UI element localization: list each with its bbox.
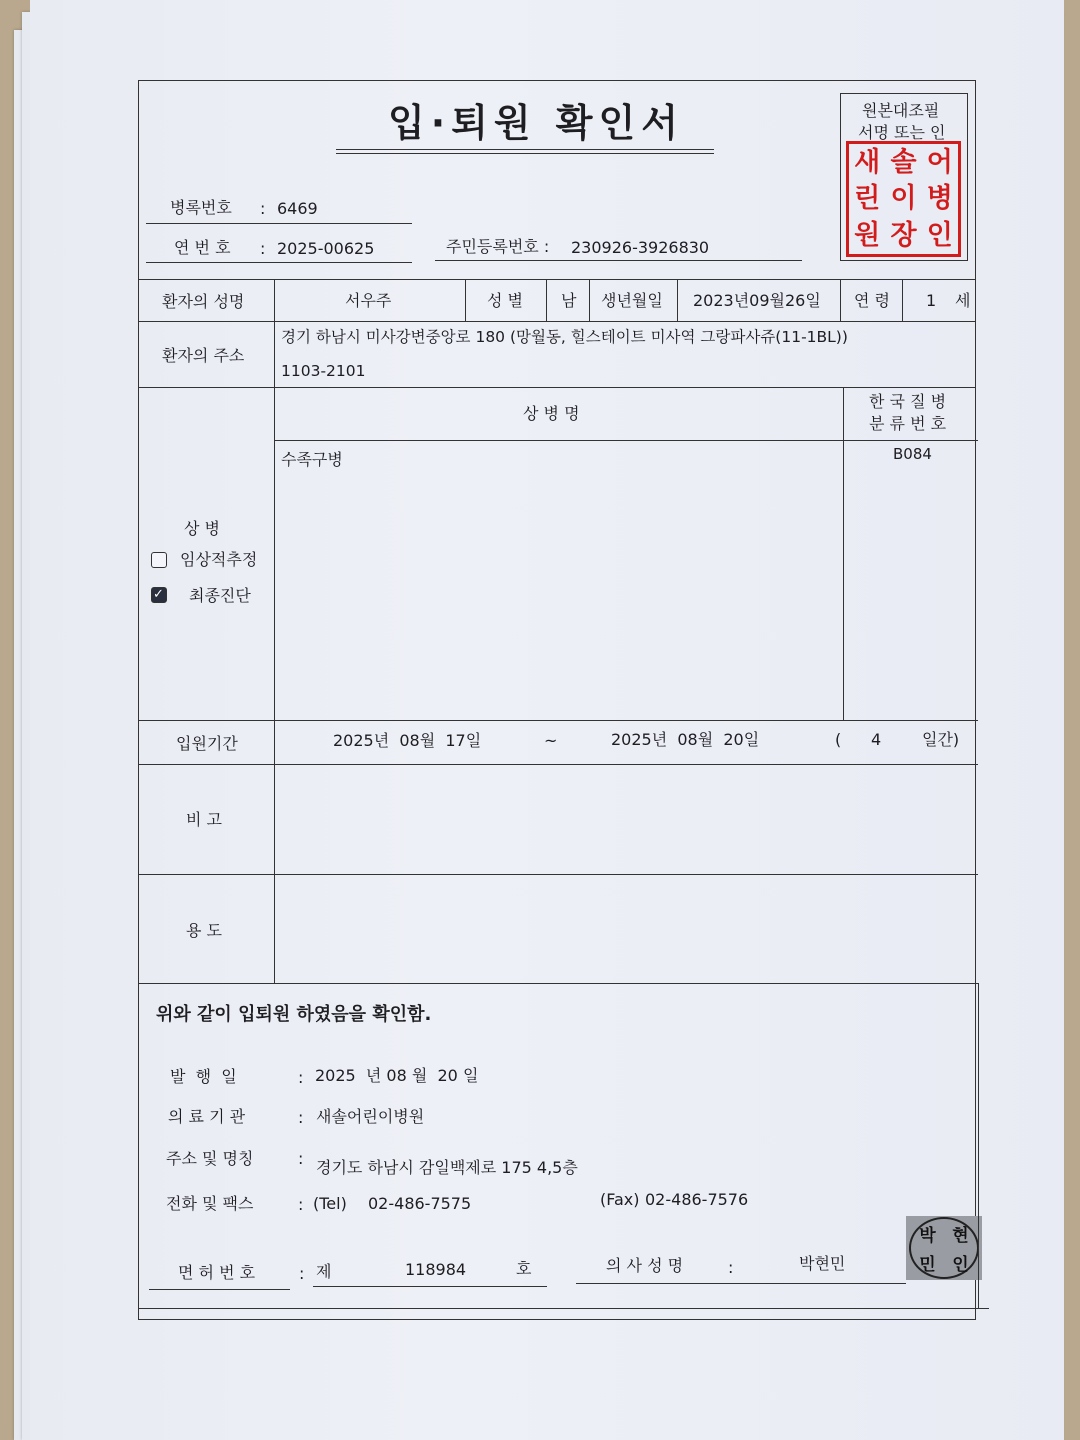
table-line	[138, 279, 976, 280]
original-copy-label: 원본대조필	[862, 101, 940, 120]
disease-name-value: 수족구병	[281, 450, 343, 469]
doctor-underline	[576, 1283, 906, 1284]
age-unit: 세	[955, 291, 971, 310]
title-underline	[336, 153, 714, 154]
doctor-label: 의 사 성 명	[606, 1256, 684, 1275]
dob-label: 생년월일	[601, 291, 663, 310]
license-value-underline	[313, 1286, 547, 1287]
institution-value: 새솔어린이병원	[316, 1107, 425, 1126]
age-label: 연 령	[854, 291, 890, 310]
purpose-label: 용 도	[186, 921, 222, 940]
admission-days-open: (	[835, 730, 842, 749]
admission-period-label: 입원기간	[176, 734, 238, 753]
license-label-underline	[149, 1289, 290, 1290]
institution-address-label: 주소 및 명칭	[166, 1149, 254, 1168]
license-prefix: 제	[316, 1262, 332, 1281]
sex-label: 성 별	[487, 291, 523, 310]
issue-date-colon: :	[298, 1068, 304, 1087]
address-line2: 1103-2101	[281, 362, 366, 380]
chart-number-value: 6469	[277, 199, 318, 218]
period-tilde: ~	[544, 731, 558, 750]
doctor-seal-stamp: 박 현 민 인	[906, 1216, 982, 1280]
table-line	[677, 279, 678, 321]
license-suffix: 호	[516, 1259, 532, 1278]
title-underline	[336, 149, 714, 150]
table-line	[138, 874, 978, 875]
table-line	[546, 279, 547, 321]
table-line	[138, 720, 978, 721]
document-title: 입·퇴원 확인서	[388, 101, 684, 145]
hospital-seal-stamp: 새 솔 어 린 이 병 원 장 인	[846, 141, 961, 257]
serial-number-label: 연 번 호	[174, 238, 231, 257]
rrn-underline	[435, 260, 802, 261]
fax-value: 02-486-7576	[645, 1190, 749, 1209]
patient-name-value: 서우주	[345, 291, 392, 310]
table-line	[138, 1308, 989, 1309]
contact-colon: :	[298, 1195, 304, 1214]
table-line	[138, 764, 978, 765]
table-line	[274, 440, 978, 441]
fax-label: (Fax)	[600, 1190, 640, 1209]
serial-number-colon: :	[260, 239, 266, 258]
kcd-header-line1: 한 국 질 병	[869, 392, 947, 411]
serial-number-value: 2025-00625	[277, 239, 375, 258]
age-value: 1	[926, 291, 937, 310]
tel-value: 02-486-7575	[368, 1194, 472, 1213]
tel-label: (Tel)	[313, 1194, 347, 1213]
institution-label: 의 료 기 관	[168, 1107, 246, 1126]
table-line	[978, 983, 979, 1308]
contact-label: 전화 및 팩스	[166, 1194, 254, 1213]
institution-address-value: 경기도 하남시 감일백제로 175 4,5층	[316, 1158, 578, 1177]
issue-date-value: 2025 년 08 월 20 일	[315, 1066, 479, 1085]
clinical-estimate-checkbox[interactable]	[151, 552, 167, 568]
admission-days-value: 4	[871, 730, 882, 749]
clinical-estimate-label: 임상적추정	[180, 550, 258, 569]
diagnosis-section-label: 상 병	[184, 519, 220, 538]
final-diagnosis-checkbox[interactable]	[151, 587, 167, 603]
issue-date-label: 발 행 일	[170, 1067, 237, 1086]
institution-address-colon: :	[298, 1149, 304, 1168]
license-number: 118984	[405, 1260, 467, 1279]
institution-colon: :	[298, 1108, 304, 1127]
sex-value: 남	[561, 291, 577, 310]
final-diagnosis-label: 최종진단	[189, 586, 251, 605]
confirmation-statement: 위와 같이 입퇴원 하였음을 확인함.	[156, 1004, 432, 1025]
chart-number-underline	[146, 223, 412, 224]
chart-number-label: 병록번호	[170, 198, 232, 217]
table-line	[274, 279, 275, 983]
patient-name-label: 환자의 성명	[162, 292, 245, 311]
table-line	[138, 387, 976, 388]
table-line	[465, 279, 466, 321]
address-line1: 경기 하남시 미사강변중앙로 180 (망월동, 힐스테이트 미사역 그랑파사쥬(11-1BL))	[281, 328, 848, 346]
admission-days-unit: 일간)	[922, 730, 960, 749]
license-colon: :	[299, 1264, 305, 1283]
table-line	[840, 279, 841, 321]
remarks-label: 비 고	[186, 810, 222, 829]
chart-number-colon: :	[260, 199, 266, 218]
disease-name-header: 상 병 명	[523, 404, 580, 423]
table-line	[843, 387, 844, 720]
table-line	[589, 279, 590, 321]
rrn-value: 230926-3926830	[571, 238, 710, 257]
address-label: 환자의 주소	[162, 346, 245, 365]
admission-end-date: 2025년 08월 20일	[611, 730, 760, 749]
license-label: 면 허 번 호	[178, 1263, 256, 1282]
rrn-label: 주민등록번호 :	[446, 237, 550, 256]
serial-number-underline	[146, 262, 412, 263]
signature-or-seal-label: 서명 또는 인	[858, 123, 946, 142]
dob-value: 2023년09월26일	[693, 291, 821, 310]
kcd-header-line2: 분 류 번 호	[869, 414, 947, 433]
doctor-colon: :	[728, 1258, 734, 1277]
table-line	[138, 983, 978, 984]
doctor-name: 박현민	[799, 1254, 846, 1273]
admission-start-date: 2025년 08월 17일	[333, 731, 482, 750]
form-frame	[138, 80, 976, 1320]
table-line	[138, 321, 976, 322]
kcd-code-value: B084	[893, 445, 932, 463]
table-line	[902, 279, 903, 321]
